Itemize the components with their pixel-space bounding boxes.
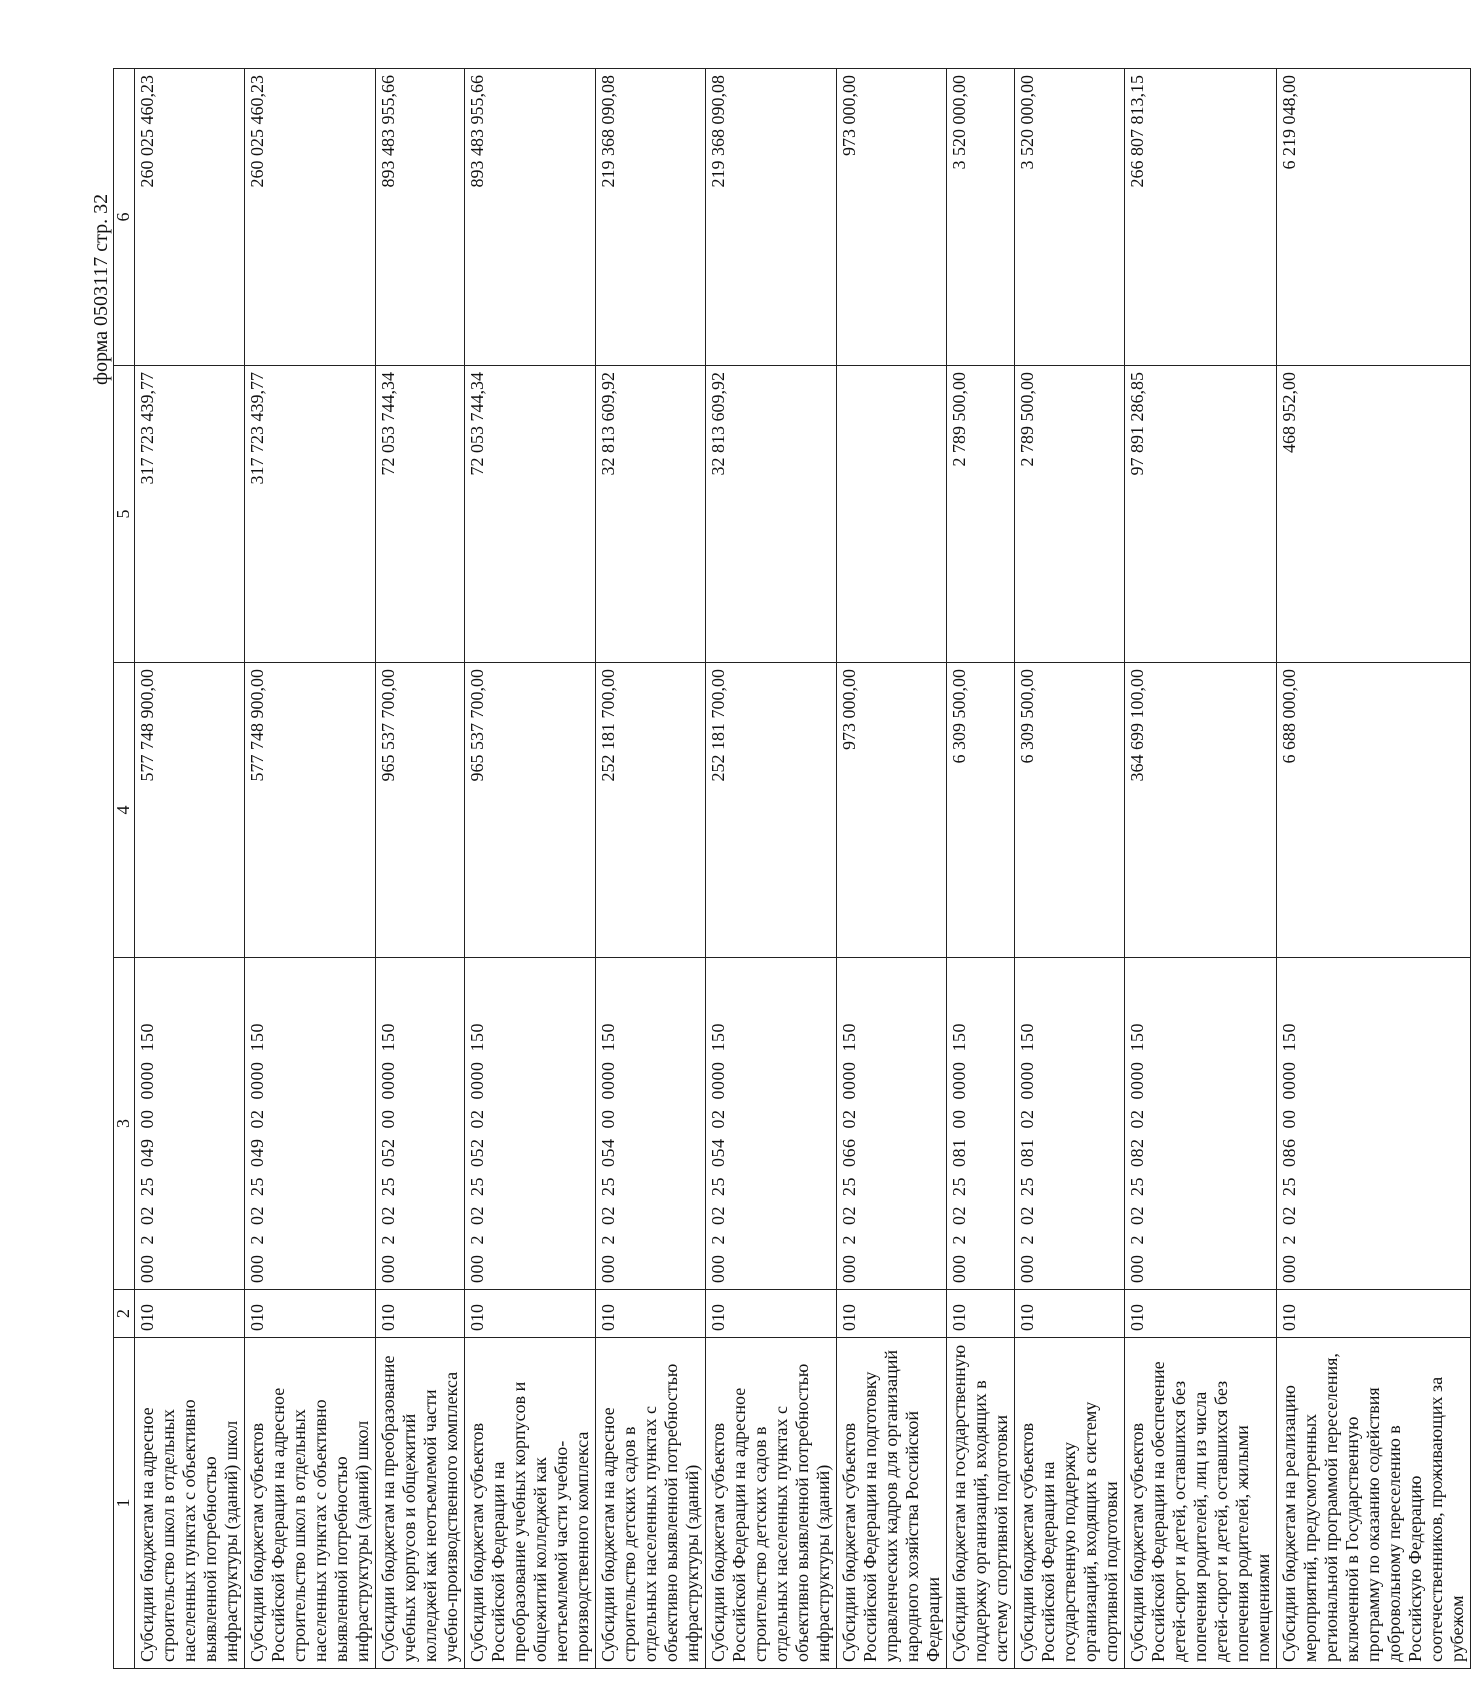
table-row — [465, 69, 596, 1669]
row-line-code-cell: 010 — [947, 1290, 1015, 1338]
table-row — [1015, 69, 1125, 1669]
row-unexecuted-amount-cell: 6 219 048,00 — [1277, 69, 1471, 366]
row-budget-code-cell: 000 2 02 25 086 00 0000 150 — [1277, 958, 1471, 1290]
row-line-code-cell: 010 — [1277, 1290, 1471, 1338]
row-line-code-cell: 010 — [465, 1290, 596, 1338]
row-executed-amount-cell: 468 952,00 — [1277, 366, 1471, 663]
row-budget-code-cell: 000 2 02 25 052 00 0000 150 — [376, 958, 465, 1290]
row-name-cell: Субсидии бюджетам на преобразование учебных корпусов и общежитий колледжей как неотъемлемой части учебно-производственного комплекса — [376, 1338, 465, 1669]
row-name-cell: Субсидии бюджетам субъектов Российской Федерации на государственную поддержку организаций, входящих в систему спортивной подготовки — [1015, 1338, 1125, 1669]
row-approved-amount-cell: 364 699 100,00 — [1125, 663, 1277, 958]
row-name-cell: Субсидии бюджетам субъектов Российской Федерации на адресное строительство школ в отдельных населенных пунктах с объективно выявленной потребностью инфраструктуры (зданий) школ — [245, 1338, 376, 1669]
table-row — [1277, 69, 1471, 1669]
row-executed-amount-cell: 97 891 286,85 — [1125, 366, 1277, 663]
col-header-6: 6 — [114, 69, 135, 366]
table-row — [837, 69, 947, 1669]
row-unexecuted-amount-cell: 973 000,00 — [837, 69, 947, 366]
row-approved-amount-cell: 577 748 900,00 — [245, 663, 376, 958]
row-unexecuted-amount-cell: 260 025 460,23 — [135, 69, 245, 366]
form-caption: форма 0503117 стр. 32 — [90, 193, 112, 385]
row-approved-amount-cell: 252 181 700,00 — [706, 663, 837, 958]
row-budget-code-cell: 000 2 02 25 054 02 0000 150 — [706, 958, 837, 1290]
row-executed-amount-cell: 72 053 744,34 — [465, 366, 596, 663]
row-name-cell: Субсидии бюджетам на реализацию мероприятий, предусмотренных региональной программой переселения, включенной в Государственную программу по оказанию содействия добровольному переселению в Российскую Федерацию соотечественников, проживающих за рубежом — [1277, 1338, 1471, 1669]
col-header-4: 4 — [114, 663, 135, 958]
row-budget-code-cell: 000 2 02 25 049 00 0000 150 — [135, 958, 245, 1290]
row-approved-amount-cell: 973 000,00 — [837, 663, 947, 958]
table-row — [376, 69, 465, 1669]
row-unexecuted-amount-cell: 219 368 090,08 — [706, 69, 837, 366]
row-unexecuted-amount-cell: 219 368 090,08 — [596, 69, 706, 366]
budget-table — [113, 68, 1471, 1669]
row-budget-code-cell: 000 2 02 25 054 00 0000 150 — [596, 958, 706, 1290]
row-budget-code-cell: 000 2 02 25 052 02 0000 150 — [465, 958, 596, 1290]
row-budget-code-cell: 000 2 02 25 081 00 0000 150 — [947, 958, 1015, 1290]
table-row — [947, 69, 1015, 1669]
table-row — [1125, 69, 1277, 1669]
row-executed-amount-cell — [837, 366, 947, 663]
row-budget-code-cell: 000 2 02 25 049 02 0000 150 — [245, 958, 376, 1290]
row-unexecuted-amount-cell: 3 520 000,00 — [1015, 69, 1125, 366]
table-row — [596, 69, 706, 1669]
col-header-2: 2 — [114, 1290, 135, 1338]
row-approved-amount-cell: 965 537 700,00 — [376, 663, 465, 958]
row-line-code-cell: 010 — [706, 1290, 837, 1338]
row-budget-code-cell: 000 2 02 25 082 02 0000 150 — [1125, 958, 1277, 1290]
row-unexecuted-amount-cell: 260 025 460,23 — [245, 69, 376, 366]
row-line-code-cell: 010 — [1015, 1290, 1125, 1338]
row-line-code-cell: 010 — [1125, 1290, 1277, 1338]
row-executed-amount-cell: 2 789 500,00 — [947, 366, 1015, 663]
row-unexecuted-amount-cell: 3 520 000,00 — [947, 69, 1015, 366]
row-executed-amount-cell: 2 789 500,00 — [1015, 366, 1125, 663]
table-row — [135, 69, 245, 1669]
row-line-code-cell: 010 — [596, 1290, 706, 1338]
table-row — [706, 69, 837, 1669]
row-name-cell: Субсидии бюджетам субъектов Российской Федерации на подготовку управленческих кадров для организаций народного хозяйства Российской Федерации — [837, 1338, 947, 1669]
row-approved-amount-cell: 6 309 500,00 — [1015, 663, 1125, 958]
table-body — [135, 69, 1471, 1669]
table-row — [245, 69, 376, 1669]
row-name-cell: Субсидии бюджетам субъектов Российской Федерации на обеспечение детей-сирот и детей, оставшихся без попечения родителей, лиц из числа детей-сирот и детей, оставшихся без попечения родителей, жилыми помещениями — [1125, 1338, 1277, 1669]
row-unexecuted-amount-cell: 266 807 813,15 — [1125, 69, 1277, 366]
row-executed-amount-cell: 32 813 609,92 — [706, 366, 837, 663]
row-unexecuted-amount-cell: 893 483 955,66 — [465, 69, 596, 366]
row-approved-amount-cell: 252 181 700,00 — [596, 663, 706, 958]
row-approved-amount-cell: 6 688 000,00 — [1277, 663, 1471, 958]
row-executed-amount-cell: 317 723 439,77 — [245, 366, 376, 663]
row-line-code-cell: 010 — [837, 1290, 947, 1338]
col-header-1: 1 — [114, 1338, 135, 1669]
row-line-code-cell: 010 — [245, 1290, 376, 1338]
row-name-cell: Субсидии бюджетам на адресное строительство школ в отдельных населенных пунктах с объективно выявленной потребностью инфраструктуры (зданий) школ — [135, 1338, 245, 1669]
row-line-code-cell: 010 — [135, 1290, 245, 1338]
col-header-5: 5 — [114, 366, 135, 663]
row-approved-amount-cell: 6 309 500,00 — [947, 663, 1015, 958]
col-header-3: 3 — [114, 958, 135, 1290]
row-budget-code-cell: 000 2 02 25 081 02 0000 150 — [1015, 958, 1125, 1290]
row-line-code-cell: 010 — [376, 1290, 465, 1338]
row-executed-amount-cell: 32 813 609,92 — [596, 366, 706, 663]
row-name-cell: Субсидии бюджетам на адресное строительство детских садов в отдельных населенных пунктах с объективно выявленной потребностью инфраструктуры (зданий) — [596, 1338, 706, 1669]
row-unexecuted-amount-cell: 893 483 955,66 — [376, 69, 465, 366]
row-approved-amount-cell: 577 748 900,00 — [135, 663, 245, 958]
row-approved-amount-cell: 965 537 700,00 — [465, 663, 596, 958]
row-executed-amount-cell: 317 723 439,77 — [135, 366, 245, 663]
header-row — [114, 69, 135, 1669]
row-budget-code-cell: 000 2 02 25 066 02 0000 150 — [837, 958, 947, 1290]
row-executed-amount-cell: 72 053 744,34 — [376, 366, 465, 663]
row-name-cell: Субсидии бюджетам субъектов Российской Федерации на преобразование учебных корпусов и общежитий колледжей как неотъемлемой части учебно-производственного комплекса — [465, 1338, 596, 1669]
row-name-cell: Субсидии бюджетам субъектов Российской Федерации на адресное строительство детских садов в отдельных населенных пунктах с объективно выявленной потребностью инфраструктуры (зданий) — [706, 1338, 837, 1669]
row-name-cell: Субсидии бюджетам на государственную поддержку организаций, входящих в систему спортивной подготовки — [947, 1338, 1015, 1669]
